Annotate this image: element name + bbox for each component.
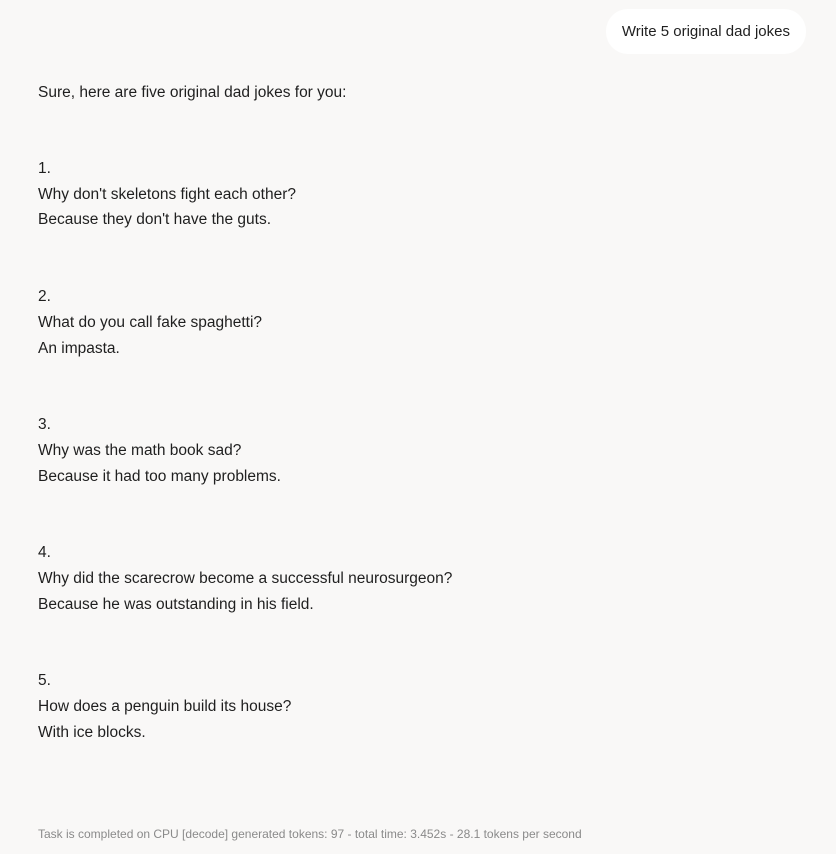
joke-answer: Because it had too many problems.: [38, 467, 281, 485]
joke-answer: With ice blocks.: [38, 723, 146, 741]
joke-number: 3.: [38, 416, 51, 434]
user-message-bubble: [606, 9, 806, 54]
joke-answer: Because he was outstanding in his field.: [38, 595, 314, 613]
assistant-intro: Sure, here are five original dad jokes for you:: [38, 84, 347, 101]
joke-answer: Because they don't have the guts.: [38, 211, 272, 229]
joke-number: 4.: [38, 544, 51, 562]
joke-item: [38, 668, 798, 745]
joke-item: [38, 156, 798, 233]
joke-item: [38, 284, 798, 361]
joke-number: 2.: [38, 288, 51, 306]
joke-question: Why was the math book sad?: [38, 441, 242, 459]
joke-number: 1.: [38, 160, 51, 177]
assistant-message: [38, 80, 798, 797]
joke-item: [38, 540, 798, 617]
joke-question: What do you call fake spaghetti?: [38, 313, 263, 331]
joke-question: Why don't skeletons fight each other?: [38, 185, 296, 203]
joke-number: 5.: [38, 672, 51, 690]
user-message-text: Write 5 original dad jokes: [621, 23, 790, 40]
generation-status: Task is completed on CPU [decode] generated tokens: 97 - total time: 3.452s - 28.1 tokens per second: [38, 827, 582, 841]
joke-question: Why did the scarecrow become a successful neurosurgeon?: [38, 570, 453, 588]
joke-list: [38, 156, 798, 746]
joke-item: [38, 412, 798, 489]
joke-answer: An impasta.: [38, 339, 120, 357]
joke-question: How does a penguin build its house?: [38, 698, 292, 716]
